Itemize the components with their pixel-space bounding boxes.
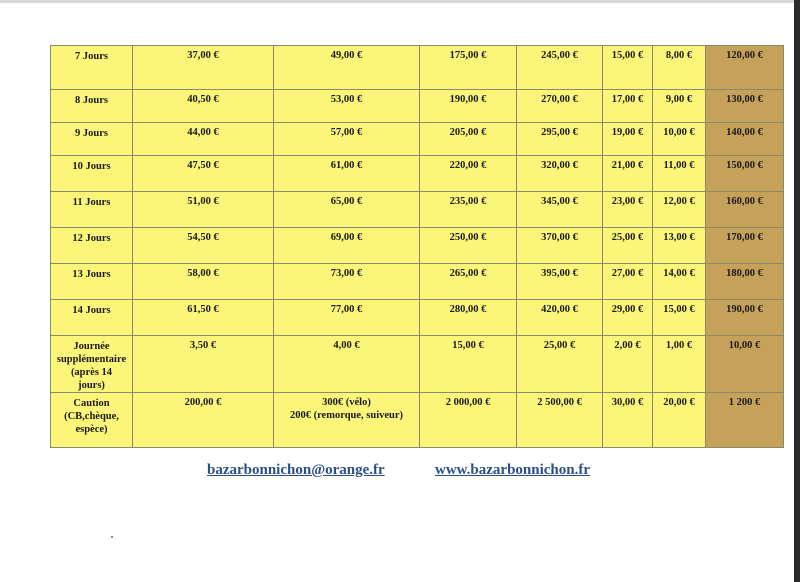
price-cell: 2,00 € [603, 336, 653, 393]
price-cell: 61,00 € [274, 156, 420, 192]
table-row [51, 336, 784, 393]
row-label-cell: 8 Jours [51, 90, 133, 123]
price-cell: 12,00 € [653, 192, 706, 228]
price-cell: 280,00 € [420, 300, 517, 336]
price-cell: 57,00 € [274, 123, 420, 156]
price-cell: 170,00 € [706, 228, 784, 264]
price-cell: 8,00 € [653, 46, 706, 90]
price-cell: 49,00 € [274, 46, 420, 90]
price-cell: 21,00 € [603, 156, 653, 192]
table-row [51, 228, 784, 264]
price-cell: 19,00 € [603, 123, 653, 156]
website-link[interactable]: www.bazarbonnichon.fr [435, 462, 591, 478]
price-cell: 40,50 € [133, 90, 274, 123]
row-label-cell: 13 Jours [51, 264, 133, 300]
price-cell: 3,50 € [133, 336, 274, 393]
table-row [51, 46, 784, 90]
row-label-cell: 9 Jours [51, 123, 133, 156]
price-cell: 23,00 € [603, 192, 653, 228]
table-row [51, 90, 784, 123]
row-label-cell: 12 Jours [51, 228, 133, 264]
price-cell: 13,00 € [653, 228, 706, 264]
price-cell: 140,00 € [706, 123, 784, 156]
price-cell: 30,00 € [603, 393, 653, 448]
price-cell: 120,00 € [706, 46, 784, 90]
price-cell: 4,00 € [274, 336, 420, 393]
price-cell: 130,00 € [706, 90, 784, 123]
price-cell: 14,00 € [653, 264, 706, 300]
price-cell: 17,00 € [603, 90, 653, 123]
page-right-edge [794, 0, 800, 582]
price-cell: 345,00 € [517, 192, 603, 228]
table-row [51, 123, 784, 156]
row-label-cell: Caution (CB,chèque, espèce) [51, 393, 133, 448]
price-cell: 10,00 € [706, 336, 784, 393]
price-cell: 1,00 € [653, 336, 706, 393]
row-label-cell: 7 Jours [51, 46, 133, 90]
price-cell: 190,00 € [420, 90, 517, 123]
price-cell: 200,00 € [133, 393, 274, 448]
price-cell: 300€ (vélo) 200€ (remorque, suiveur) [274, 393, 420, 448]
row-label-cell: 11 Jours [51, 192, 133, 228]
price-cell: 220,00 € [420, 156, 517, 192]
price-cell: 54,50 € [133, 228, 274, 264]
price-cell: 250,00 € [420, 228, 517, 264]
table-row [51, 156, 784, 192]
price-cell: 160,00 € [706, 192, 784, 228]
price-cell: 265,00 € [420, 264, 517, 300]
price-cell: 395,00 € [517, 264, 603, 300]
price-cell: 29,00 € [603, 300, 653, 336]
price-cell: 25,00 € [517, 336, 603, 393]
price-cell: 245,00 € [517, 46, 603, 90]
price-cell: 235,00 € [420, 192, 517, 228]
price-cell: 320,00 € [517, 156, 603, 192]
price-cell: 53,00 € [274, 90, 420, 123]
price-cell: 47,50 € [133, 156, 274, 192]
row-label-cell: 10 Jours [51, 156, 133, 192]
price-cell: 2 500,00 € [517, 393, 603, 448]
price-cell: 73,00 € [274, 264, 420, 300]
price-cell: 11,00 € [653, 156, 706, 192]
price-cell: 295,00 € [517, 123, 603, 156]
price-cell: 370,00 € [517, 228, 603, 264]
table-row [51, 393, 784, 448]
price-cell: 27,00 € [603, 264, 653, 300]
price-cell: 44,00 € [133, 123, 274, 156]
scan-speck [111, 536, 113, 538]
price-cell: 190,00 € [706, 300, 784, 336]
price-cell: 20,00 € [653, 393, 706, 448]
table-row [51, 192, 784, 228]
price-cell: 420,00 € [517, 300, 603, 336]
price-cell: 58,00 € [133, 264, 274, 300]
price-cell: 69,00 € [274, 228, 420, 264]
price-cell: 15,00 € [420, 336, 517, 393]
email-link[interactable]: bazarbonnichon@orange.fr [207, 462, 385, 478]
price-cell: 15,00 € [603, 46, 653, 90]
price-cell: 175,00 € [420, 46, 517, 90]
price-cell: 15,00 € [653, 300, 706, 336]
table-row [51, 300, 784, 336]
table-row [51, 264, 784, 300]
price-cell: 65,00 € [274, 192, 420, 228]
price-cell: 150,00 € [706, 156, 784, 192]
price-cell: 10,00 € [653, 123, 706, 156]
row-label-cell: 14 Jours [51, 300, 133, 336]
price-cell: 51,00 € [133, 192, 274, 228]
price-cell: 180,00 € [706, 264, 784, 300]
price-cell: 205,00 € [420, 123, 517, 156]
price-cell: 77,00 € [274, 300, 420, 336]
price-cell: 61,50 € [133, 300, 274, 336]
page-top-edge [0, 0, 800, 3]
price-cell: 9,00 € [653, 90, 706, 123]
row-label-cell: Journée supplémentaire (après 14 jours) [51, 336, 133, 393]
price-cell: 2 000,00 € [420, 393, 517, 448]
price-cell: 1 200 € [706, 393, 784, 448]
price-cell: 270,00 € [517, 90, 603, 123]
rental-price-table [50, 45, 784, 448]
price-cell: 25,00 € [603, 228, 653, 264]
price-cell: 37,00 € [133, 46, 274, 90]
